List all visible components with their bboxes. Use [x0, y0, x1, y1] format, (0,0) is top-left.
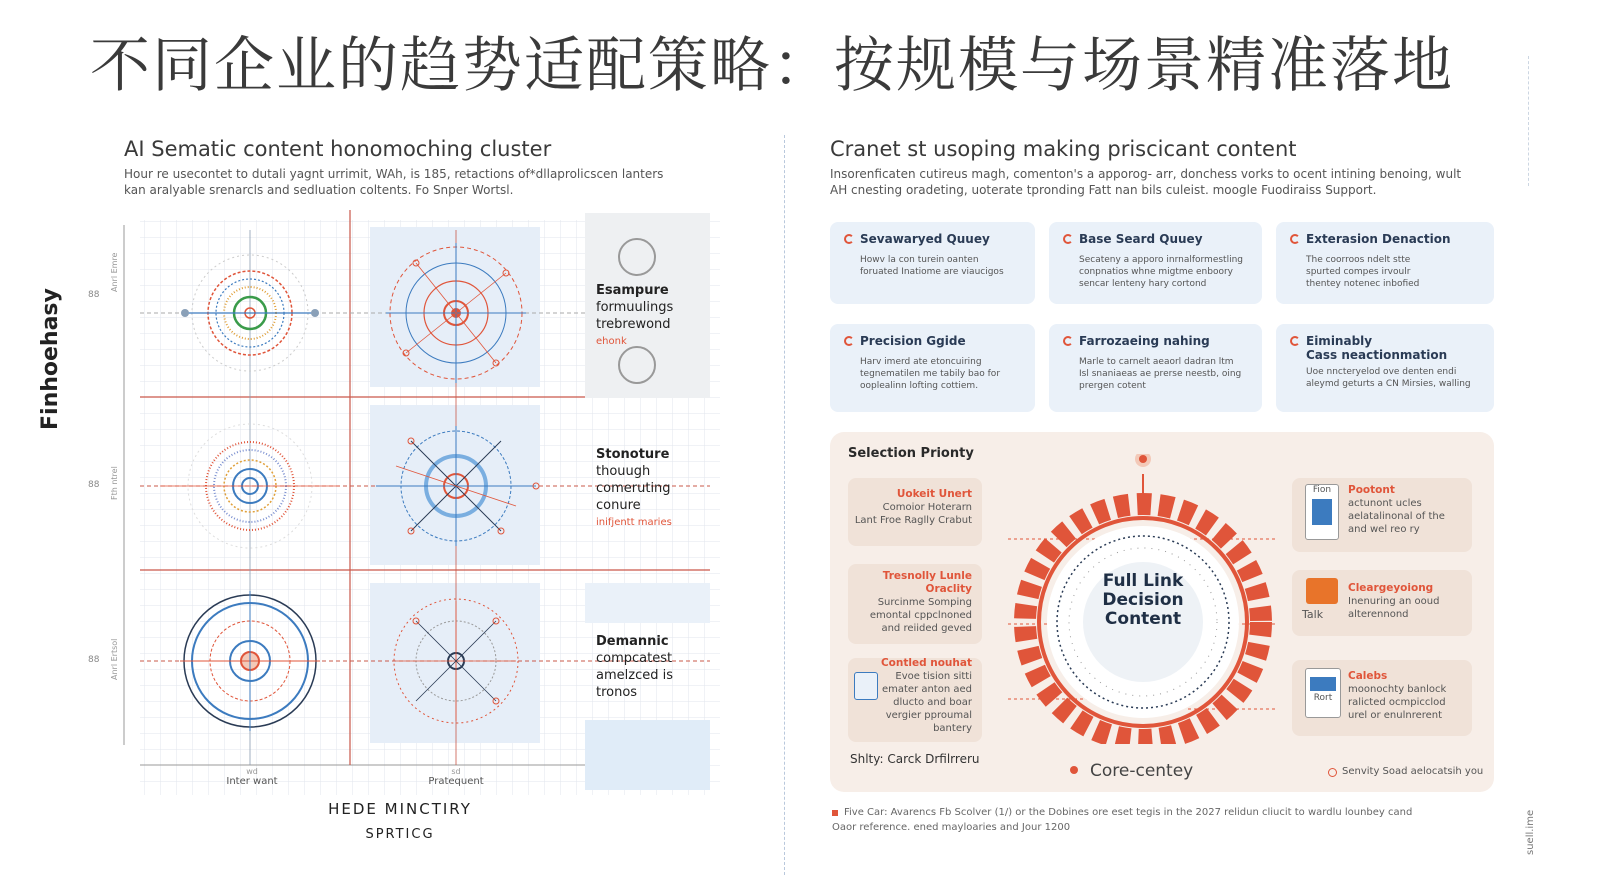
row-tick-1 [88, 290, 99, 300]
annotation-1 [596, 282, 706, 350]
left-item-desc: Lant Froe Raglly Crabut [854, 515, 972, 526]
y-axis-label-text: Finhoehasy [38, 288, 63, 430]
card-desc [1290, 254, 1480, 290]
right-item-desc: alterennond [1348, 609, 1409, 620]
left-item-title: Contled nouhat [880, 657, 972, 669]
annotation-tag: ehonk [596, 336, 627, 347]
row-tick-number: 88 [88, 290, 100, 300]
icon-caption: Rort [1313, 693, 1333, 703]
document-icon [1305, 484, 1339, 540]
puzzle-icon [1306, 578, 1338, 604]
card-desc [844, 254, 1021, 278]
row-tick-label: Fth ntrel [110, 466, 119, 500]
card-desc-line: Harv imerd ate etoncuiring [860, 357, 982, 367]
card-title [1063, 232, 1248, 246]
card-title-text: Exterasion Denaction [1306, 232, 1451, 246]
chart-icon [1305, 668, 1341, 718]
left-item-desc: Comoior Hoterarn [882, 502, 972, 513]
chart-bars [1310, 677, 1336, 691]
right-item-desc: moonochty banlock [1348, 684, 1447, 695]
center-label-line: Full Link [1102, 571, 1184, 591]
card-desc-line: The coorroos ndelt stte [1306, 255, 1411, 265]
footnote-line-1: Five Car: Avarencs Fb Scolver (1/) or the Dobines ore eset tegis in the 2027 relidun cliucit to wardlu lounbey cand [844, 807, 1413, 818]
annotation-line: comeruting [596, 481, 671, 496]
annotation-2 [596, 446, 706, 531]
left-item-desc: bantery [933, 723, 972, 734]
card-desc [1063, 356, 1248, 392]
right-item-desc: and wel reo ry [1348, 524, 1420, 535]
card-title-text: Farrozaeing nahing [1079, 334, 1210, 348]
card-title-text: Sevawaryed Quuey [860, 232, 990, 246]
page-title: 不同企业的趋势适配策略：按规模与场景精准落地 [90, 31, 1454, 101]
y-axis-label [38, 288, 63, 430]
right-item-desc: aelatalinonal of the [1348, 511, 1445, 522]
row-tick-2 [88, 480, 99, 490]
left-item-desc: dlucto and boar [893, 697, 972, 708]
row-tick-number: 88 [88, 480, 100, 490]
left-item-desc: emontal cppclnoned [869, 610, 972, 621]
ring-icon [1063, 234, 1073, 244]
selection-priority-panel [830, 432, 1494, 792]
card-title-text [1306, 334, 1447, 362]
left-panel-title: AI Sematic content honomoching cluster [124, 137, 552, 161]
right-panel-description [830, 166, 1490, 198]
left-item-desc: emater anton aed [881, 684, 972, 695]
card-5[interactable] [1049, 324, 1262, 412]
annotation-line: conure [596, 498, 641, 513]
left-item-1-text [848, 488, 972, 527]
card-desc [844, 356, 1021, 392]
card-desc-line: conpnatios whne migtme enboory [1079, 267, 1234, 277]
right-item-title: Cleargeyoiong [1348, 582, 1434, 594]
x-tick-label: Pratequent [428, 776, 484, 787]
annotation-line: thouugh [596, 464, 651, 479]
selection-footer-center: Core-centey [1090, 761, 1194, 781]
row-tick-label: Anrl Emre [110, 252, 119, 292]
annotation-line: compcatest [596, 651, 673, 666]
card-desc-line: Howv la con turein oanten [860, 255, 979, 265]
annotation-tag: inifjentt maries [596, 517, 672, 528]
edge-label: suell.ime [1525, 809, 1536, 855]
ring-icon [844, 336, 854, 346]
row-tick-3 [88, 655, 99, 665]
left-item-2-text [848, 570, 972, 635]
card-title [844, 334, 1021, 348]
left-desc-line: Hour re usecontet to dutali yagnt urrimit, WAh, is 185, retactions of*dllaprolicscen lanters [124, 167, 664, 181]
annotation-heading: Stonoture [596, 447, 670, 462]
right-item-title: Pootont [1348, 484, 1395, 496]
ring-icon [844, 234, 854, 244]
left-desc-line: kan aralyable srenarcls and sedluation coltents. Fo Snper Wortsl. [124, 183, 514, 197]
selection-title: Selection Prionty [848, 446, 974, 461]
card-desc-line: aleymd geturts a CN Mirsies, walling [1306, 379, 1471, 389]
footnote-line-2: Oaor reference. ened mayloaries and Jour 1200 [832, 822, 1071, 833]
ring-icon [1063, 336, 1073, 346]
x-tick-2 [424, 767, 488, 787]
card-desc-line: tegnematilen me tabily bao for [860, 369, 1001, 379]
selection-footer-left: Shlty: Carck Drfilrreru [850, 752, 980, 766]
highlight-cell [370, 583, 540, 743]
annotation-line: trebrewond [596, 317, 671, 332]
x-tick-1 [222, 767, 282, 787]
card-3[interactable] [1276, 222, 1494, 304]
left-item-3-text [878, 657, 972, 735]
right-desc-line: Insorenficaten cutireus magh, comenton's a apporog- arr, donchess vorks to ocent intining benoing, wult [830, 167, 1462, 181]
bullet-icon [1070, 766, 1078, 774]
center-label-line: Decision [1102, 590, 1184, 610]
right-item-2-text [1348, 582, 1472, 621]
annotation-heading: Esampure [596, 283, 669, 298]
panel-divider [784, 135, 785, 875]
card-4[interactable] [830, 324, 1035, 412]
card-desc [1290, 366, 1480, 390]
selection-footer-right: Senvity Soad aelocatsih you [1342, 766, 1484, 777]
left-item-title: Tresnolly Lunle [882, 570, 972, 582]
card-desc [1063, 254, 1248, 290]
annotation-line: formuulings [596, 300, 674, 315]
card-title [1290, 334, 1480, 362]
card-title-text: Precision Ggide [860, 334, 966, 348]
card-desc-line: Isl snaniaeas ae prerse neestb, oing [1079, 369, 1242, 379]
left-item-desc: and reiided geved [881, 623, 972, 634]
left-item-title: Uokeit Unert [896, 488, 972, 500]
annotation-line: amelzced is [596, 668, 673, 683]
annotation-3 [596, 633, 706, 701]
x-tick-top: sd [451, 767, 461, 776]
ring-icon [1290, 234, 1300, 244]
card-desc-line: ooplealinn lofting cottiem. [860, 381, 979, 391]
icon-caption: Talk [1302, 608, 1324, 621]
annotation-line: tronos [596, 685, 638, 700]
row-tick-number: 88 [88, 655, 100, 665]
right-item-1-text [1348, 484, 1472, 536]
right-panel-title: Cranet st usoping making priscicant content [830, 137, 1297, 161]
card-desc-line: Uoe nncteryelod ove denten endi [1306, 367, 1457, 377]
left-subtitle-2: SPRTICG [365, 827, 435, 842]
card-desc-line: Secateny a apporo inrnalformestling [1079, 255, 1243, 265]
edge-rule [1528, 56, 1529, 186]
left-subtitle: HEDE MINCTIRY [328, 800, 472, 818]
right-desc-line: AH cnesting oradeting, uoterate tpronding Fatt nan bils culeist. moogle Fuodiraiss Support. [830, 183, 1377, 197]
right-item-title: Calebs [1348, 670, 1388, 682]
card-title [1290, 232, 1480, 246]
card-title [844, 232, 1021, 246]
card-desc-line: foruated Inatiome are viaucigos [860, 267, 1004, 277]
card-desc-line: prergen cotent [1079, 381, 1146, 391]
card-title [1063, 334, 1248, 348]
annotation-heading: Demannic [596, 634, 669, 649]
ring-icon [1290, 336, 1300, 346]
row-tick-label: Anrl Ertsol [110, 638, 119, 680]
left-item-desc: Surcinme Somping [877, 597, 972, 608]
right-item-desc: Inenuring an ooud [1348, 596, 1440, 607]
footnote-bullet-icon [832, 810, 838, 816]
card-2[interactable] [1049, 222, 1262, 304]
center-label-line: Content [1104, 609, 1182, 629]
card-6[interactable] [1276, 324, 1494, 412]
card-1[interactable] [830, 222, 1035, 304]
right-item-3-text [1348, 670, 1472, 722]
left-item-desc: Evoe tision sitti [895, 671, 972, 682]
card-desc-line: spurted compes irvoulr [1306, 267, 1411, 277]
left-item-desc: vergier pproumal [885, 710, 972, 721]
right-item-desc: ralicted ocmpicclod [1348, 697, 1446, 708]
x-tick-top: wd [246, 767, 258, 776]
x-tick-label: Inter want [226, 776, 278, 787]
card-title-line: Cass neactionmation [1306, 348, 1448, 362]
card-desc-line: thentey notenec inbofied [1306, 279, 1420, 289]
document-fill [1312, 499, 1332, 525]
ring-icon [1328, 768, 1337, 777]
document-icon [854, 672, 878, 700]
card-title-line: Eiminably [1306, 334, 1373, 348]
card-title-text: Base Seard Quuey [1079, 232, 1203, 246]
center-label [1073, 572, 1213, 629]
icon-caption: Fion [1312, 485, 1332, 495]
right-item-desc: urel or enulnrerent [1348, 710, 1443, 721]
card-desc-line: Marle to carnelt aeaorl dadran ltm [1079, 357, 1234, 367]
left-item-title: Oraclity [925, 583, 972, 595]
left-panel-description [124, 166, 764, 198]
right-item-desc: actunont ucles [1348, 498, 1422, 509]
card-desc-line: sencar lenteny hary cortond [1079, 279, 1207, 289]
